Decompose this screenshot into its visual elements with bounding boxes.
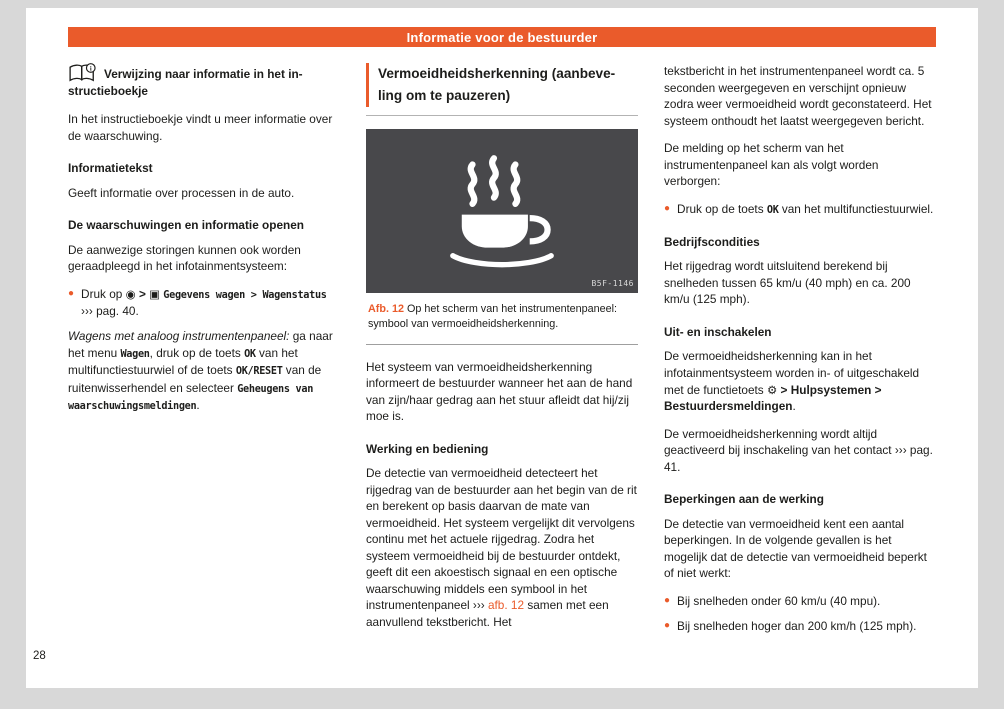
text-segment: ling om te pauzeren) [378,87,511,103]
info-text-heading: Informatietekst [68,161,153,176]
switch-on-off-heading: Uit- en inschakelen [664,324,772,339]
text-segment: . [196,397,200,412]
page-number: 28 [33,650,46,662]
text-segment: ga naar het menu [68,329,333,360]
bullet-icon: ● [68,287,75,299]
manual-page [26,8,978,688]
infotainment-menu-button-icon: ◉ [125,288,136,301]
page-header-title: Informatie voor de bestuurder [406,29,598,45]
operating-conditions-heading: Bedrijfscondities [664,234,760,249]
text-segment: > Hulpsystemen > Bestuurdersmeldingen [664,382,882,414]
text-segment: Geheugens van waarschuwingsmeldingen [68,383,314,412]
figure-12-image [366,129,638,293]
figure-12-caption [366,293,638,345]
text-segment: samen met een aanvullend tekstbericht. Het [366,598,609,629]
function-key-icon: ⚙ [766,384,778,397]
analog-panel-note [68,328,340,414]
text-segment: van het multifunctiestuurwiel. [778,201,934,216]
section-title [366,63,638,107]
bullet-text [81,286,340,320]
open-warnings-heading: De waarschuwingen en informatie openen [68,218,304,233]
column-right [664,63,936,644]
reference-heading [68,63,340,99]
text-segment: Druk op [81,286,126,301]
text-segment: . [792,399,796,414]
open-warnings-bullet [68,286,340,320]
fatigue-intro-paragraph: Het systeem van vermoeidheidsherkenning informeert de bestuurder wanneer het aan de hand van zijn/haar gedrag aan het stuur afleidt dat hij/zij moe is. [366,359,633,424]
text-segment: Verwijzing naar informatie in het in- [104,67,303,81]
column-left [68,63,340,644]
limitations-bullet-1 [664,593,936,610]
text-segment: OK [766,204,779,216]
figure-label: Afb. 12 [368,302,404,315]
text-segment: Wagen [120,348,150,360]
text-segment: ››› pag. 40. [81,303,139,318]
info-text-paragraph: Geeft informatie over processen in de auto. [68,185,295,200]
operation-continued-paragraph: tekstbericht in het instrumentenpaneel wordt ca. 5 seconden weergegeven en verschijnt opnieuw zodra weer vermoeidheid wordt geconstateerd. Het systeem onthoudt het laatst weergegeven bericht. [664,64,932,128]
limitations-heading: Beperkingen aan de werking [664,492,824,507]
hide-message-bullet [664,201,936,218]
column-middle [366,63,638,644]
operation-heading: Werking en bediening [366,441,489,456]
page-header-bar [68,27,936,47]
fatigue-coffee-cup-icon [426,152,578,270]
limitations-paragraph: De detectie van vermoeidheid kent een aantal beperkingen. In de volgende gevallen is het mogelijk dat de detectie van vermoeidheid beperkt of niet werkt: [664,516,927,581]
text-segment: > [135,286,150,301]
vehicle-data-icon: ▣ [149,288,161,301]
text-segment: Wagens met analoog instrumentenpaneel: [68,329,290,344]
text-segment: Vermoeidheidsherkenning (aanbeve- [378,66,616,81]
bullet-icon: ● [664,202,671,214]
text-segment: Op het scherm van het instrumentenpaneel: symbool van vermoeidheidsherkenning. [368,302,618,331]
text-segment: De vermoeidheidsherkenning kan in het infotainmentsysteem worden in- of uitgeschakeld met de functietoets [664,349,920,397]
hide-message-paragraph: De melding op het scherm van het instrumentenpaneel kan als volgt worden verborgen: [664,141,879,189]
bullet-icon: ● [664,594,671,606]
text-segment: Gegevens wagen > Wagenstatus [163,289,327,301]
text-segment: De detectie van vermoeidheid detecteert het rijgedrag van de bestuurder aan het begin van de rit en berekent op basis daarvan de mate van vermoeidheid. Het systeem vergelijkt dit vervolgens continu met het actuele rijgedrag. Zodra het systeem vermoeidheid bij de bestuurder ontdekt, geeft dit een akoestisch signaal en een optische waarschuwing middels een symbool in het instrumentenpaneel ››› [366,466,637,613]
bullet-text [677,201,936,218]
text-segment: van de ruitenwisserhendel en selecteer [68,363,322,395]
open-warnings-paragraph: De aanwezige storingen kunnen ook worden geraadpleegd in het infotainmentsysteem: [68,242,301,274]
content-columns [68,63,936,644]
figure-code: B5F-1146 [591,279,634,289]
bullet-text: Bij snelheden hoger dan 200 km/h (125 mph). [677,619,917,634]
text-segment: OK/RESET [235,366,283,378]
text-segment: Druk op de toets [677,201,767,216]
manual-reference-icon [68,63,97,82]
operating-conditions-paragraph: Het rijgedrag wordt uitsluitend berekend bij snelheden tussen 65 km/u (40 mph) en ca. 200 km/u (125 mph). [664,259,911,307]
always-activated-paragraph: De vermoeidheidsherkenning wordt altijd geactiveerd bij inschakeling van het contact ››› pag. 41. [664,426,933,474]
bullet-icon: ● [664,620,671,632]
reference-paragraph: In het instructieboekje vindt u meer informatie over de waarschuwing. [68,112,333,143]
reference-heading-text [68,67,303,98]
limitations-bullet-2 [664,618,936,635]
section-title-rule [366,115,638,116]
operation-paragraph [366,465,638,630]
text-segment: structieboekje [68,83,148,98]
text-segment: , druk op de toets [149,345,245,360]
svg-text:i: i [89,65,92,73]
switch-on-off-paragraph [664,348,936,414]
text-segment: OK [244,348,256,360]
figure-12-reference[interactable]: afb. 12 [487,598,525,613]
bullet-text: Bij snelheden onder 60 km/u (40 mpu). [677,593,881,608]
text-segment: van het multifunctiestuurwiel of de toets [68,345,298,378]
